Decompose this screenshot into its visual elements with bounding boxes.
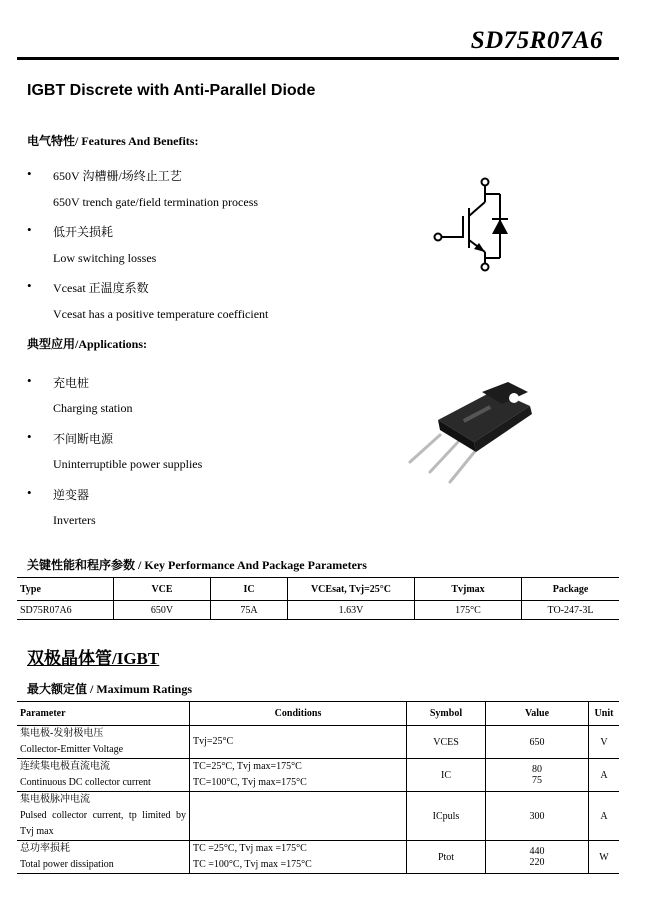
conditions-cell xyxy=(190,792,407,841)
conditions-cell xyxy=(190,759,407,792)
feature-3-en: Vcesat has a positive temperature coefficient xyxy=(53,307,269,321)
key-params-heading: 关键性能和程序参数 / Key Performance And Package Parameters xyxy=(27,558,367,572)
parameter-en: Continuous DC collector current xyxy=(20,777,151,788)
cell-package: TO-247-3L xyxy=(522,601,620,620)
application-2-cn: 不间断电源 xyxy=(53,432,114,446)
igbt-section-heading: 双极晶体管/IGBT xyxy=(27,649,160,668)
table-header-row xyxy=(17,702,619,726)
unit-cell: A xyxy=(589,792,620,841)
document-title: IGBT Discrete with Anti-Parallel Diode xyxy=(27,82,316,99)
value-line: 220 xyxy=(529,857,545,868)
cell-tvjmax: 175°C xyxy=(415,601,522,620)
conditions-cell xyxy=(190,841,407,874)
applications-heading: 典型应用/Applications: xyxy=(27,337,148,351)
col-tvjmax-header: Tvjmax xyxy=(415,578,522,601)
application-3-en: Inverters xyxy=(53,513,96,527)
feature-2-cn: 低开关损耗 xyxy=(53,225,114,239)
col-value-header: Value xyxy=(486,702,589,726)
bullet-icon: • xyxy=(27,429,32,444)
col-type-header: Type xyxy=(17,578,114,601)
col-package-header: Package xyxy=(522,578,620,601)
table-row xyxy=(17,601,619,620)
parameter-en: Total power dissipation xyxy=(20,859,114,870)
parameter-cell xyxy=(17,759,190,792)
symbol-cell: VCES xyxy=(407,726,486,759)
unit-cell: V xyxy=(589,726,620,759)
condition-line: TC=25°C, Tvj max=175°C xyxy=(193,761,302,772)
value-cell xyxy=(486,759,589,792)
parameter-cn: 集电极-发射极电压 xyxy=(20,728,104,739)
key-params-table xyxy=(17,577,619,620)
to247-package-image xyxy=(400,380,535,490)
condition-line: TC=100°C, Tvj max=175°C xyxy=(193,777,307,788)
cell-vcesat: 1.63V xyxy=(288,601,415,620)
symbol-cell: ICpuls xyxy=(407,792,486,841)
parameter-cell xyxy=(17,841,190,874)
table-row xyxy=(17,792,619,841)
cell-ic: 75A xyxy=(211,601,288,620)
parameter-cn: 连续集电极直流电流 xyxy=(20,761,110,772)
col-vcesat-header: VCEsat, Tvj=25°C xyxy=(288,578,415,601)
max-ratings-heading: 最大额定值 / Maximum Ratings xyxy=(27,682,193,696)
parameter-en: Pulsed collector current, tp limited by Tvj max xyxy=(20,810,186,837)
bullet-icon: • xyxy=(27,373,32,388)
application-2-en: Uninterruptible power supplies xyxy=(53,457,203,471)
parameter-cn: 总功率损耗 xyxy=(20,843,70,854)
cell-type: SD75R07A6 xyxy=(17,601,114,620)
table-row xyxy=(17,726,619,759)
bullet-icon: • xyxy=(27,222,32,237)
parameter-cn: 集电极脉冲电流 xyxy=(20,794,90,805)
condition-line: Tvj=25°C xyxy=(193,736,234,747)
value-line: 75 xyxy=(532,775,542,786)
header-rule xyxy=(17,57,619,60)
feature-2-en: Low switching losses xyxy=(53,251,157,265)
application-1-cn: 充电桩 xyxy=(53,376,90,390)
feature-1-en: 650V trench gate/field termination process xyxy=(53,195,259,209)
parameter-cell xyxy=(17,792,190,841)
application-1-en: Charging station xyxy=(53,401,133,415)
table-header-row xyxy=(17,578,619,601)
symbol-cell: Ptot xyxy=(407,841,486,874)
feature-1-cn: 650V 沟槽栅/场终止工艺 xyxy=(53,169,182,183)
col-vce-header: VCE xyxy=(114,578,211,601)
application-3-cn: 逆变器 xyxy=(53,488,90,502)
max-ratings-table xyxy=(17,701,619,874)
conditions-cell xyxy=(190,726,407,759)
table-row xyxy=(17,759,619,792)
col-parameter-header: Parameter xyxy=(17,702,190,726)
value-cell xyxy=(486,841,589,874)
part-number: SD75R07A6 xyxy=(470,27,603,54)
unit-cell: A xyxy=(589,759,620,792)
feature-3-cn: Vcesat 正温度系数 xyxy=(53,281,149,295)
features-heading: 电气特性/ Features And Benefits: xyxy=(27,134,199,148)
bullet-icon: • xyxy=(27,278,32,293)
col-conditions-header: Conditions xyxy=(190,702,407,726)
symbol-cell: IC xyxy=(407,759,486,792)
bullet-icon: • xyxy=(27,485,32,500)
col-symbol-header: Symbol xyxy=(407,702,486,726)
condition-line: TC =100°C, Tvj max =175°C xyxy=(193,859,312,870)
unit-cell: W xyxy=(589,841,620,874)
bullet-icon: • xyxy=(27,166,32,181)
igbt-schematic-symbol xyxy=(428,172,508,276)
condition-line: TC =25°C, Tvj max =175°C xyxy=(193,843,307,854)
parameter-en: Collector-Emitter Voltage xyxy=(20,744,124,755)
value-line: 440 xyxy=(529,846,545,857)
parameter-cell xyxy=(17,726,190,759)
value-cell: 300 xyxy=(486,792,589,841)
col-unit-header: Unit xyxy=(589,702,620,726)
table-row xyxy=(17,841,619,874)
cell-vce: 650V xyxy=(114,601,211,620)
value-cell: 650 xyxy=(486,726,589,759)
value-line: 80 xyxy=(532,764,542,775)
col-ic-header: IC xyxy=(211,578,288,601)
